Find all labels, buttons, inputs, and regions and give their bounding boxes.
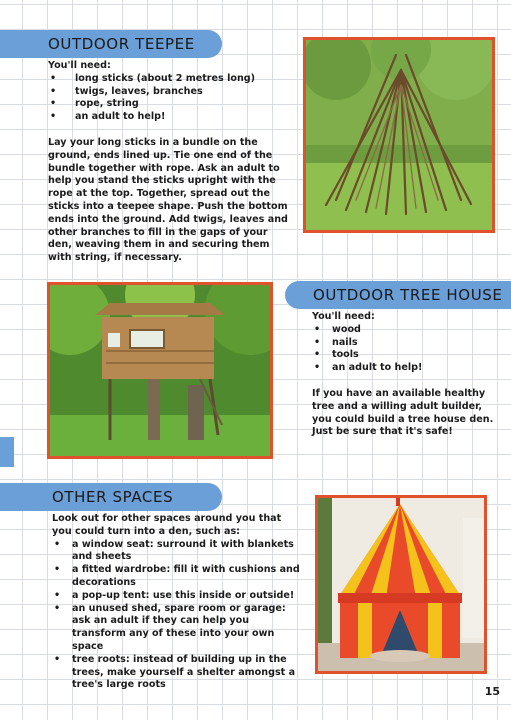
list-item: • long sticks (about 2 metres long): [48, 73, 298, 86]
list-item: • tools: [312, 349, 502, 362]
treehouse-needs-list: [312, 324, 502, 375]
tent-photo: [315, 495, 487, 674]
list-item: • a fitted wardrobe: fill it with cushions and decorations: [52, 564, 302, 590]
list-item: • a window seat: surround it with blankets and sheets: [52, 539, 302, 565]
treehouse-photo: [47, 282, 273, 459]
list-item: • nails: [312, 337, 502, 350]
teepee-instructions: Lay your long sticks in a bundle on the ground, ends lined up. Tie one end of the bundle together with rope. Ask an adult to help you stand the sticks upright with the rope at the top. Together, spread out the sticks into a teepee shape. Push the bottom ends into the ground. Add twigs, leaves and other branches to fill in the gaps of your den, weaving them in and securing them with string, if necessary.: [48, 136, 288, 264]
list-item: • tree roots: instead of building up in the trees, make yourself a shelter amongst a tree's large roots: [52, 654, 302, 692]
teepee-text: [48, 60, 298, 265]
list-item: • twigs, leaves, branches: [48, 86, 298, 99]
treehouse-section-title: [285, 281, 511, 309]
teepee-needs-list: [48, 73, 298, 124]
list-item: • rope, string: [48, 98, 298, 111]
teepee-title-text: OUTDOOR TEEPEE: [48, 35, 195, 53]
treehouse-need-label: You'll need:: [312, 311, 375, 322]
teepee-photo: [303, 37, 495, 233]
other-section-title: [0, 483, 222, 511]
other-intro: Look out for other spaces around you that you could turn into a den, such as:: [52, 513, 282, 537]
other-spaces-list: [52, 539, 302, 693]
teepee-need-label: You'll need:: [48, 60, 111, 71]
list-item: • an adult to help!: [48, 111, 298, 124]
page-number: 15: [484, 685, 500, 698]
treehouse-text: [312, 311, 502, 439]
list-item: • an unused shed, spare room or garage: ask an adult if they can help you transform any of these into your own space: [52, 603, 302, 654]
other-title-text: OTHER SPACES: [52, 488, 174, 506]
side-tab-marker: [0, 437, 14, 467]
list-item: • a pop-up tent: use this inside or outside!: [52, 590, 302, 603]
list-item: • wood: [312, 324, 502, 337]
other-text: [52, 513, 302, 692]
treehouse-title-text: OUTDOOR TREE HOUSE: [313, 286, 503, 304]
list-item: • an adult to help!: [312, 362, 502, 375]
teepee-section-title: [0, 30, 222, 58]
treehouse-instructions: If you have an available healthy tree and a willing adult builder, you could build a tree house den. Just be sure that it's safe!: [312, 387, 494, 438]
